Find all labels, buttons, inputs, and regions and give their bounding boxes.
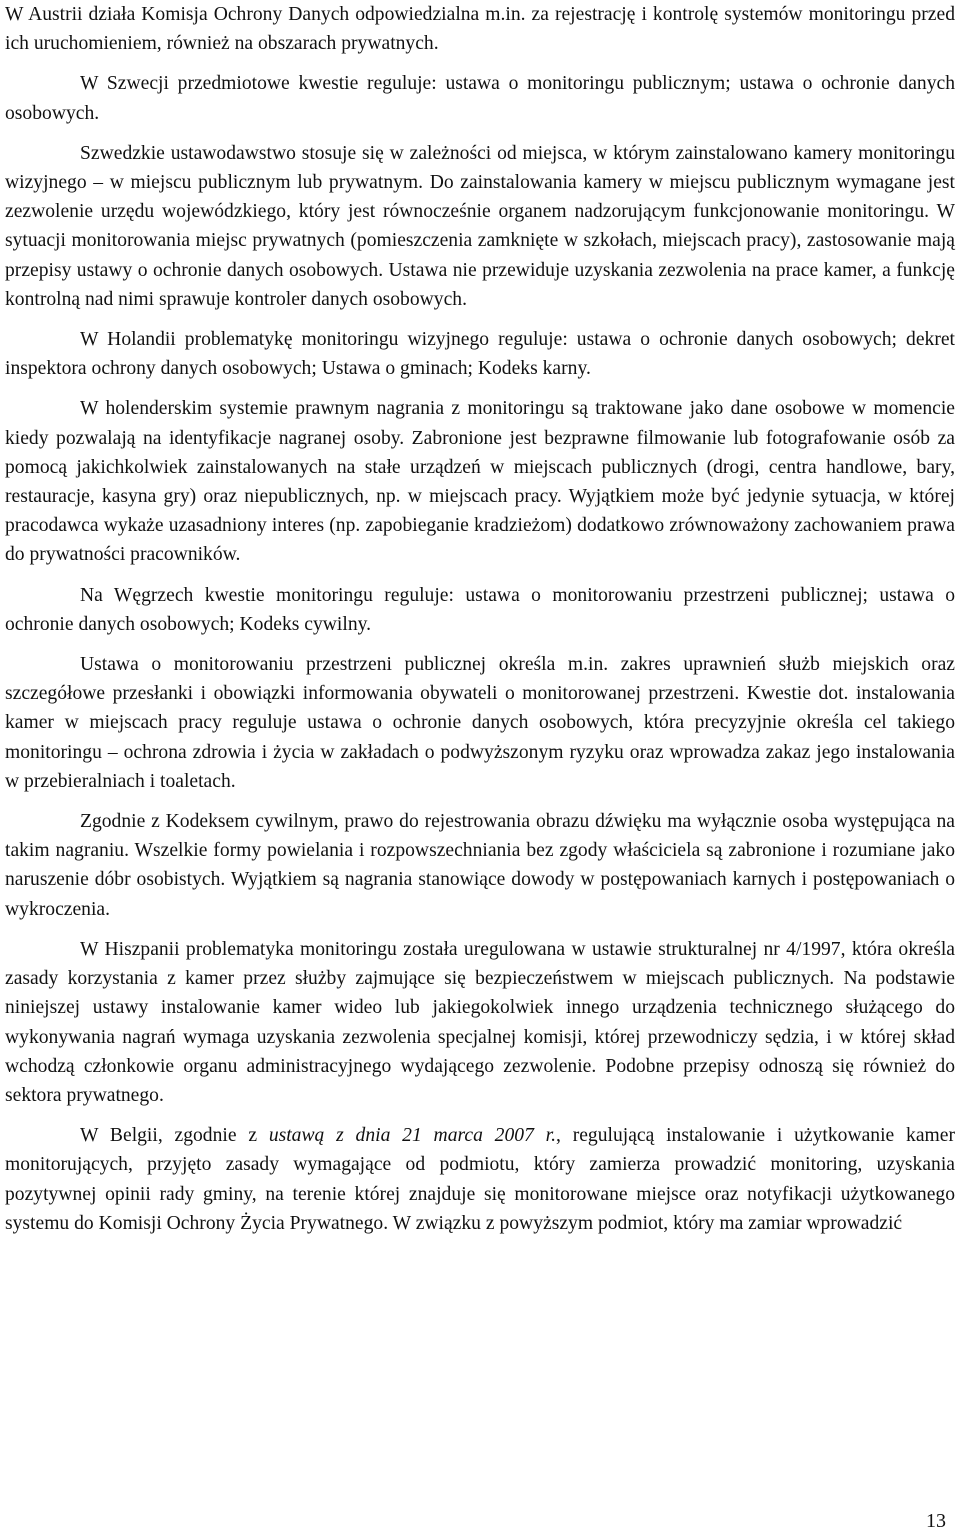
document-page (5, 0, 955, 1238)
page-number: 13 (926, 1510, 946, 1532)
paragraph-hungary-details: Ustawa o monitorowaniu przestrzeni publicznej określa m.in. zakres uprawnień służb miejskich oraz szczegółowe przesłanki i obowiązki informowania obywateli o monitorowanej przestrzeni. Kwestie dot. instalowania kamer w miejscach pracy reguluje ustawa o ochronie danych osobowych, która precyzyjnie określa cel takiego monitoringu – ochrona zdrowia i życia w zakładach o podwyższonym ryzyku oraz wprowadza zakaz jego instalowania w przebieralniach i toaletach. (5, 654, 955, 792)
paragraph-austria: W Austrii działa Komisja Ochrony Danych odpowiedzialna m.in. za rejestrację i kontrolę systemów monitoringu przed ich uruchomieniem, również na obszarach prywatnych. (5, 4, 955, 55)
paragraph-civil-code: Zgodnie z Kodeksem cywilnym, prawo do rejestrowania obrazu dźwięku ma wyłącznie osoba występująca na takim nagraniu. Wszelkie formy powielania i rozpowszechniania bez zgody właściciela są zabronione i rozumiane jako naruszenie dóbr osobistych. Wyjątkiem są nagrania stanowiące dowody w postępowaniach karnych i postępowaniach o wykroczenia. (5, 811, 955, 920)
paragraph-sweden-details: Szwedzkie ustawodawstwo stosuje się w zależności od miejsca, w którym zainstalowano kamery monitoringu wizyjnego – w miejscu publicznym lub prywatnym. Do zainstalowania kamery w miejscu publicznym wymagane jest zezwolenie urzędu wojewódzkiego, który jest równocześnie organem nadzorującym funkcjonowanie monitoringu. W sytuacji monitorowania miejsc prywatnych (pomieszczenia zamknięte w szkołach, miejscach pracy), zastosowanie mają przepisy ustawy o ochronie danych osobowych. Ustawa nie przewiduje uzyskania zezwolenia na prace kamer, a funkcję kontrolną nad nimi sprawuje kontroler danych osobowych. (5, 142, 955, 310)
paragraph-sweden-laws: W Szwecji przedmiotowe kwestie reguluje: ustawa o monitoringu publicznym; ustawa o ochronie danych osobowych. (5, 73, 955, 124)
paragraph-hungary-laws: Na Węgrzech kwestie monitoringu reguluje: ustawa o monitorowaniu przestrzeni publicznej; ustawa o ochronie danych osobowych; Kodeks cywilny. (5, 584, 955, 635)
paragraph-belgium (5, 1121, 955, 1238)
paragraph-netherlands-details: W holenderskim systemie prawnym nagrania z monitoringu są traktowane jako dane osobowe w momencie kiedy pozwalają na identyfikacje nagranej osoby. Zabronione jest bezprawne filmowanie lub fotografowanie osób za pomocą jakichkolwiek zainstalowanych na stałe urządzeń w miejscach publicznych (drogi, centra handlowe, bary, restauracje, kasyna gry) oraz niepublicznych, np. w miejscach pracy. Wyjątkiem może być jedynie sytuacja, w której pracodawca wykaże uzasadniony interes (np. zapobieganie kradzieżom) dodatkowo zrównoważony zachowaniem prawa do prywatności pracowników. (5, 398, 955, 566)
paragraph-spain: W Hiszpanii problematyka monitoringu została uregulowana w ustawie strukturalnej nr 4/1997, która określa zasady korzystania z kamer przez służby zajmujące się bezpieczeństwem w miejscach publicznych. Na podstawie niniejszej ustawy instalowanie kamer wideo lub jakiegokolwiek innego urządzenia technicznego służącego do wykonywania nagrań wymaga uzyskania zezwolenia specjalnej komisji, której przewodniczy sędzia, i w której skład wchodzą członkowie organu administracyjnego wydającego zezwolenie. Podobne przepisy odnoszą się również do sektora prywatnego. (5, 938, 955, 1106)
belgium-text-end: , regulującą instalowanie i użytkowanie kamer monitorujących, przyjęto zasady wymagające od podmiotu, który zamierza prowadzić monitoring, uzyskania pozytywnej opinii rady gminy, na terenie której znajduje się monitorowane miejsce oraz notyfikacji użytkowanego systemu do Komisji Ochrony Życia Prywatnego. W związku z powyższym podmiot, który ma zamiar wprowadzić (5, 1125, 955, 1234)
paragraph-netherlands-laws: W Holandii problematykę monitoringu wizyjnego reguluje: ustawa o ochronie danych osobowych; dekret inspektora ochrony danych osobowych; Ustawa o gminach; Kodeks karny. (5, 329, 955, 380)
belgium-act-citation: ustawą z dnia 21 marca 2007 r. (268, 1125, 557, 1147)
belgium-text-start: W Belgii, zgodnie z (80, 1125, 269, 1147)
